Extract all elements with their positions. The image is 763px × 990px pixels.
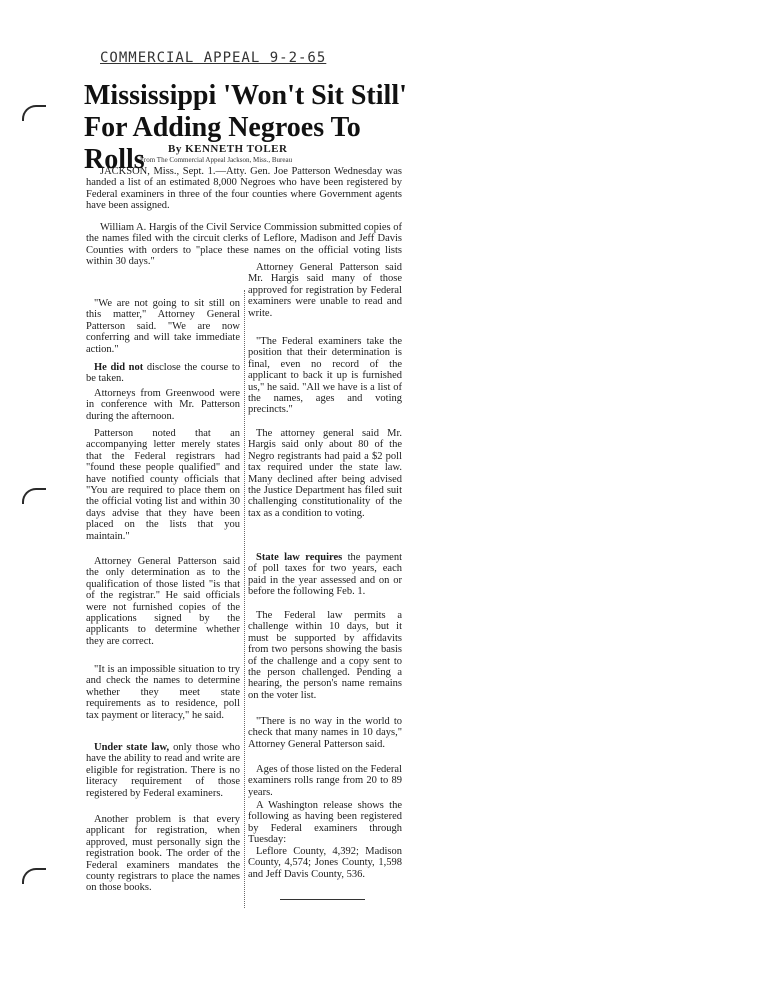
paragraph-age-range: Ages of those listed on the Federal examiners rolls range from 20 to 89 years. <box>248 764 402 798</box>
punch-hole-mark-top <box>22 105 46 121</box>
paragraph-lead-in: Under state law, <box>94 742 170 753</box>
paragraph-washington-release: A Washington release shows the following as having been registered by Federal examiners through Tuesday: <box>248 800 402 846</box>
paragraph-state-law-literacy <box>86 742 240 799</box>
paragraph-federal-challenge: The Federal law permits a challenge within 10 days, but it must be supported by affidavits from two persons showing the basis of the challenge and a copy sent to the person challenged. Pending a hearing, the person's name remains on the voter list. <box>248 610 402 701</box>
paragraph-course-not-disclosed <box>86 362 240 385</box>
paragraph-only-determination: Attorney General Patterson said the only determination as to the qualification of those listed "is that of the registrar." He said officials were not furnished copies of the applications signed by the applicants to determine whether they are correct. <box>86 556 240 647</box>
bureau-credit: From The Commercial Appeal Jackson, Miss., Bureau <box>140 156 293 164</box>
paragraph-lead-in: He did not <box>94 362 144 373</box>
paragraph-county-totals: Leflore County, 4,392; Madison County, 4,574; Jones County, 1,598 and Jeff Davis County, 536. <box>248 846 402 880</box>
article-headline: Mississippi 'Won't Sit Still' For Adding Negroes To Rolls <box>84 80 407 175</box>
paragraph-hargis-submission: William A. Hargis of the Civil Service Commission submitted copies of the names filed with the circuit clerks of Leflore, Madison and Jeff Davis Counties with orders to "place these names on the official voting lists within 30 days." <box>86 222 402 268</box>
paragraph-no-way-to-check: "There is no way in the world to check that many names in 10 days," Attorney General Patterson said. <box>248 716 402 750</box>
paragraph-greenwood-attorneys: Attorneys from Greenwood were in conference with Mr. Patterson during the afternoon. <box>86 388 240 422</box>
paragraph-body: only those who have the ability to read and write are eligible for registration. There is no literacy requirement of those registered by Federal examiners. <box>86 742 240 799</box>
punch-hole-mark-middle <box>22 488 46 504</box>
paragraph-impossible-situation: "It is an impossible situation to try and check the names to determine whether they meet state requirements as to residence, poll tax payment or literacy," he said. <box>86 664 240 721</box>
newspaper-masthead: COMMERCIAL APPEAL 9-2-65 <box>100 50 327 66</box>
paragraph-body: disclose the course to be taken. <box>86 362 240 385</box>
column-divider <box>244 290 245 908</box>
paragraph-lead-in: State law requires <box>256 552 343 563</box>
paragraph-poll-tax-paid: The attorney general said Mr. Hargis said only about 80 of the Negro registrants had paid a $2 poll tax required under the state law. Many declined after being advised the Justice Department has filed suit challenging constitutionality of the tax as a condition to voting. <box>248 428 402 519</box>
paragraph-body: the payment of poll taxes for two years, each paid in the year assessed and on or before the following Feb. 1. <box>248 552 402 598</box>
paragraph-accompanying-letter: Patterson noted that an accompanying letter merely states that the Federal registrars had "found these people qualified" and have notified county officials that "You are required to place them on the official voting list and within 30 days advise that they have been placed on the lists that you maintain." <box>86 428 240 542</box>
paragraph-unable-to-read: Attorney General Patterson said Mr. Hargis said many of those approved for registration by Federal examiners were unable to read and write. <box>248 262 402 319</box>
article-end-rule <box>280 899 365 900</box>
paragraph-registration-book: Another problem is that every applicant for registration, when approved, must personally sign the registration book. The order of the Federal examiners mandates the county registrars to place the names on those books. <box>86 814 240 894</box>
paragraph-not-sit-still: "We are not going to sit still on this matter," Attorney General Patterson said. "We are now conferring and will take immediate action." <box>86 298 240 355</box>
article-byline: By KENNETH TOLER <box>168 143 288 155</box>
lead-paragraph: JACKSON, Miss., Sept. 1.—Atty. Gen. Joe Patterson Wednesday was handed a list of an estimated 8,000 Negroes who have been registered by Federal examiners in three of the four counties where Government agents have been assigned. <box>86 166 402 212</box>
paragraph-state-law-poll-tax <box>248 552 402 598</box>
paragraph-federal-position: "The Federal examiners take the position that their determination is final, even no record of the applicant to back it up is furnished us," he said. "All we have is a list of the names, ages and voting precincts." <box>248 336 402 416</box>
punch-hole-mark-bottom <box>22 868 46 884</box>
